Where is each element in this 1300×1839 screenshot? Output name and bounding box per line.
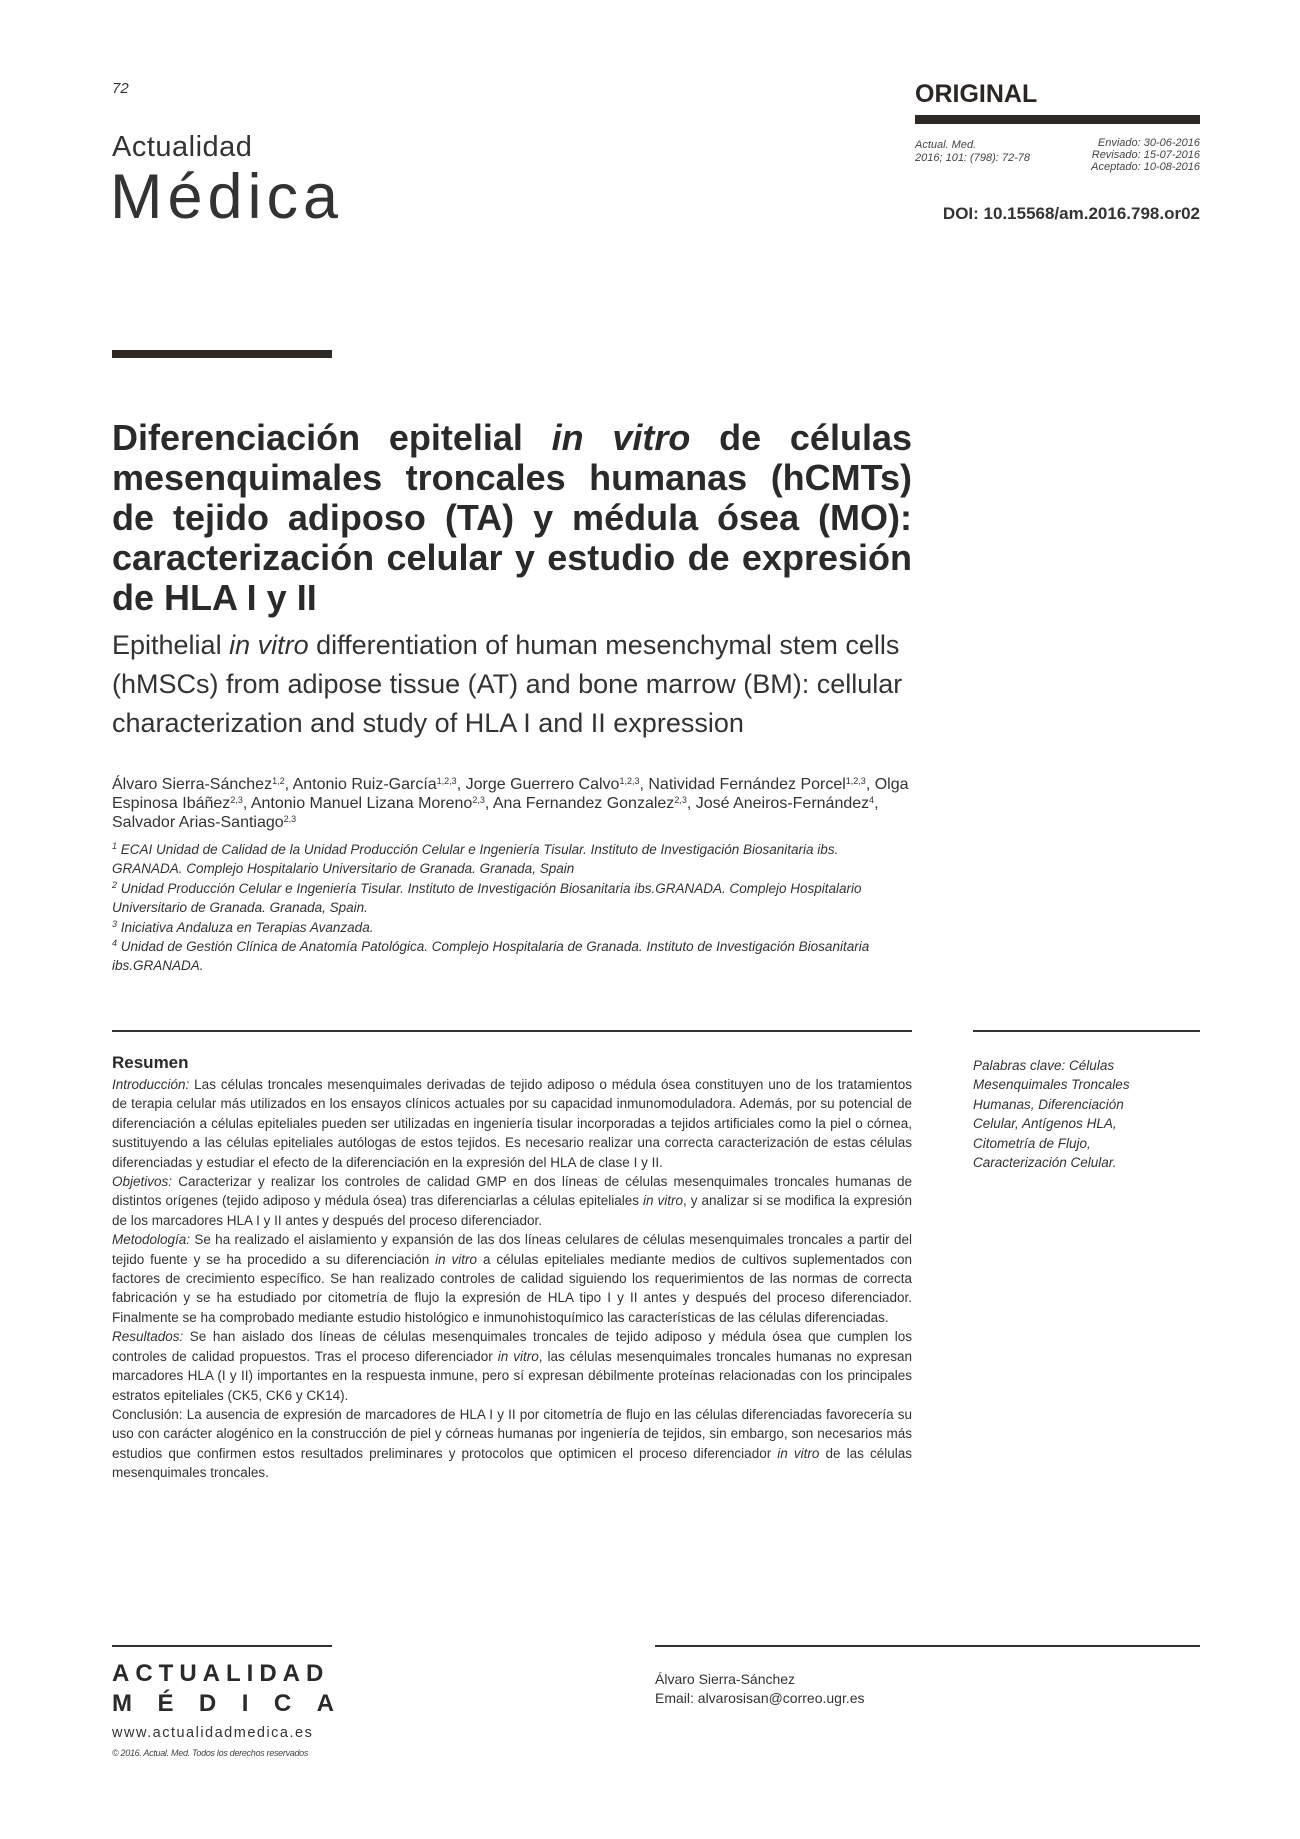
author-name: Antonio Ruiz-García — [292, 776, 437, 793]
author-affiliation-mark: 2,3 — [230, 795, 243, 805]
author-list: Álvaro Sierra-Sánchez$^{1,2}$, Antonio Ruiz-García$^{1,2,3}$, Jorge Guerrero Calvo$^{1,2,3}$, Natividad Fernández Porcel$^{1,2,3}$, Olga Espinosa Ibáñez$^{2,3}$, Antonio Manuel Lizana Moreno$^{2,3}$, Ana Fernandez Gonzalez$^{2,3}$, José Aneiros-Fernández$^4$, Salvador Arias-Santiago$^{2,3}$ — [112, 776, 909, 831]
author-affiliation-mark: 2,3 — [674, 795, 687, 805]
abstract-objectives: Objetivos: Caracterizar y realizar los controles de calidad GMP en dos líneas de células mesenquimales troncales humanas de distintos orígenes (tejido adiposo y médula ósea) tras diferenciarlas a células epiteliales in vitro, y analizar si se modifica la expresión de los marcadores HLA I y II antes y después del proceso diferenciador. — [112, 1174, 913, 1228]
page-number: 72 — [112, 80, 129, 97]
doi[interactable]: DOI: 10.15568/am.2016.798.or02 — [942, 204, 1200, 223]
keywords: Palabras clave: Células Mesenquimales Troncales Humanas, Diferenciación Celular, Antígenos HLA, Citometría de Flujo, Caracterización Celular. — [973, 1058, 1130, 1171]
abstract-divider — [112, 1030, 912, 1032]
journal-name-big: Médica — [110, 162, 344, 232]
author-name: Olga Espinosa Ibáñez — [112, 776, 909, 812]
author-affiliation-mark: 1,2,3 — [619, 776, 640, 786]
footer-copyright: © 2016. Actual. Med. Todos los derechos reservados — [112, 1748, 309, 1758]
author-affiliation-mark: 2,3 — [472, 795, 485, 805]
article-title-spanish — [112, 418, 912, 618]
abstract-conclusion: Conclusión: La ausencia de expresión de marcadores de HLA I y II por citometría de flujo en las células diferenciadas favorecería su uso con carácter alogénico en la construcción de piel y córneas humanas por ingeniería de tejidos, sin embargo, son necesarios más estudios que confirmen estos resultados preliminares y protocolos que optimicen el proceso diferenciador in vitro de las células mesenquimales troncales. — [112, 1406, 912, 1481]
title-en-italic: in vitro — [229, 630, 309, 660]
correspondence — [655, 1670, 865, 1708]
footer-contact-divider — [655, 1645, 1200, 1647]
affiliation-item: $^1$ ECAI Unidad de Calidad de la Unidad Producción Celular e Ingeniería Tisular. Instituto de Investigación Biosanitaria ibs. GRANADA. Complejo Hospitalario Universitario de Granada. Granada, Spain — [112, 841, 839, 877]
author-affiliation-mark: 4 — [869, 795, 875, 805]
author-name: Natividad Fernández Porcel — [648, 776, 846, 793]
abstract-heading: Resumen — [112, 1053, 189, 1072]
affiliation-list — [112, 840, 912, 976]
author-affiliation-mark: 1,2,3 — [436, 776, 457, 786]
title-es-italic: in vitro — [551, 417, 691, 458]
citation-line-1: Actual. Med. — [915, 139, 977, 151]
title-divider-bar — [112, 350, 332, 358]
citation-line-2: 2016; 101: (798): 72-78 — [915, 152, 1030, 164]
affiliation-item: $^4$ Unidad de Gestión Clínica de Anatomía Patológica. Complejo Hospitalaria de Granada. Instituto de Investigación Biosanitaria ibs.GRANADA. — [112, 938, 870, 974]
author-name: Jorge Guerrero Calvo — [465, 776, 620, 793]
abstract-introduction: Introducción: Las células troncales mesenquimales derivadas de tejido adiposo o médula ósea constituyen uno de los tratamientos de terapia celular más utilizados en los ensayos clínicos actuales por su capacidad inmunomoduladora. Además, por su potencial de diferenciación a células epiteliales pueden ser utilizadas en ingeniería tisular incorporadas a tejidos artificiales como la piel o córnea, sustituyendo a las células epiteliales autólogas de estos tejidos. Es necesario realizar una correcta caracterización de estas células diferenciadas y estudiar el efecto de la diferenciación en la expresión del HLA de clase I y II. — [112, 1077, 912, 1170]
footer-logo-line-2: M É D I C A — [112, 1690, 334, 1717]
correspondence-email[interactable]: Email: alvarosisan@correo.ugr.es — [655, 1690, 865, 1706]
affiliation-item: $^2$ Unidad Producción Celular e Ingeniería Tisular. Instituto de Investigación Biosanitaria ibs.GRANADA. Complejo Hospitalario Universitario de Granada. Granada, Spain. — [112, 879, 862, 916]
keywords-divider — [973, 1030, 1200, 1032]
section-divider-bar — [915, 115, 1200, 124]
title-en-part1: Epithelial — [112, 630, 230, 660]
author-name: Antonio Manuel Lizana Moreno — [250, 795, 473, 812]
date-revised: Revisado: 15-07-2016 — [1091, 149, 1200, 161]
footer-logo-line-1: ACTUALIDAD — [112, 1660, 330, 1687]
title-en-part2: differentiation of human mesenchymal stem cells (hMSCs) from adipose tissue (AT) and bone marrow (BM): cellular characterization and study of HLA I and II expression — [112, 630, 903, 738]
citation — [915, 139, 1030, 165]
article-title-english — [112, 626, 932, 743]
affiliation-item: $^3$ Iniciativa Andaluza en Terapias Avanzada. — [112, 918, 374, 935]
abstract-body — [112, 1075, 912, 1483]
title-es-part1: Diferenciación epitelial — [112, 417, 552, 458]
author-affiliation-mark: 1,2 — [272, 776, 285, 786]
title-es-part2: de células mesenquimales troncales humanas (hCMTs) de tejido adiposo (TA) y médula ósea (MO): caracterización celular y estudio de expresión de HLA I y II — [112, 417, 912, 618]
author-name: José Aneiros-Fernández — [695, 795, 870, 812]
footer-logo-divider — [112, 1645, 332, 1647]
author-name: Salvador Arias-Santiago — [112, 814, 284, 831]
submission-dates — [1060, 137, 1200, 173]
date-accepted: Aceptado: 10-08-2016 — [1091, 161, 1200, 173]
author-affiliation-mark: 1,2,3 — [845, 776, 866, 786]
footer-website-link[interactable]: www.actualidadmedica.es — [112, 1725, 314, 1741]
author-name: Ana Fernandez Gonzalez — [492, 795, 675, 812]
abstract-methods: Metodología: Se ha realizado el aislamiento y expansión de las dos líneas celulares de células mesenquimales troncales a partir del tejido fuente y se ha procedido a su diferenciación in vitro a células epiteliales mediante medios de cultivos suplementados con factores de crecimiento específico. Se han realizado controles de calidad siguiendo los requerimientos de las normas de correcta fabricación y se ha estudiado por citometría de flujo la expresión de HLA tipo I y II antes y después del proceso diferenciador. Finalmente se ha comprobado mediante estudio histológico e inmunohistoquímico las características de las células diferenciadas. — [112, 1232, 912, 1325]
correspondence-name: Álvaro Sierra-Sánchez — [655, 1671, 796, 1687]
date-sent: Enviado: 30-06-2016 — [1097, 137, 1200, 149]
abstract-results: Resultados: Se han aislado dos líneas de células mesenquimales troncales de tejido adiposo y médula ósea que cumplen los controles de calidad propuestos. Tras el proceso diferenciador in vitro, las células mesenquimales troncales humanas no expresan marcadores HLA (I y II) importantes en la respuesta inmune, pero sí expresan débilmente proteínas relacionadas con los principales estratos epiteliales (CK5, CK6 y CK14). — [112, 1329, 912, 1403]
journal-name-small: Actualidad — [112, 131, 253, 163]
author-affiliation-mark: 2,3 — [283, 814, 297, 824]
section-label: ORIGINAL — [915, 80, 1038, 108]
author-name: Álvaro Sierra-Sánchez — [112, 776, 273, 793]
